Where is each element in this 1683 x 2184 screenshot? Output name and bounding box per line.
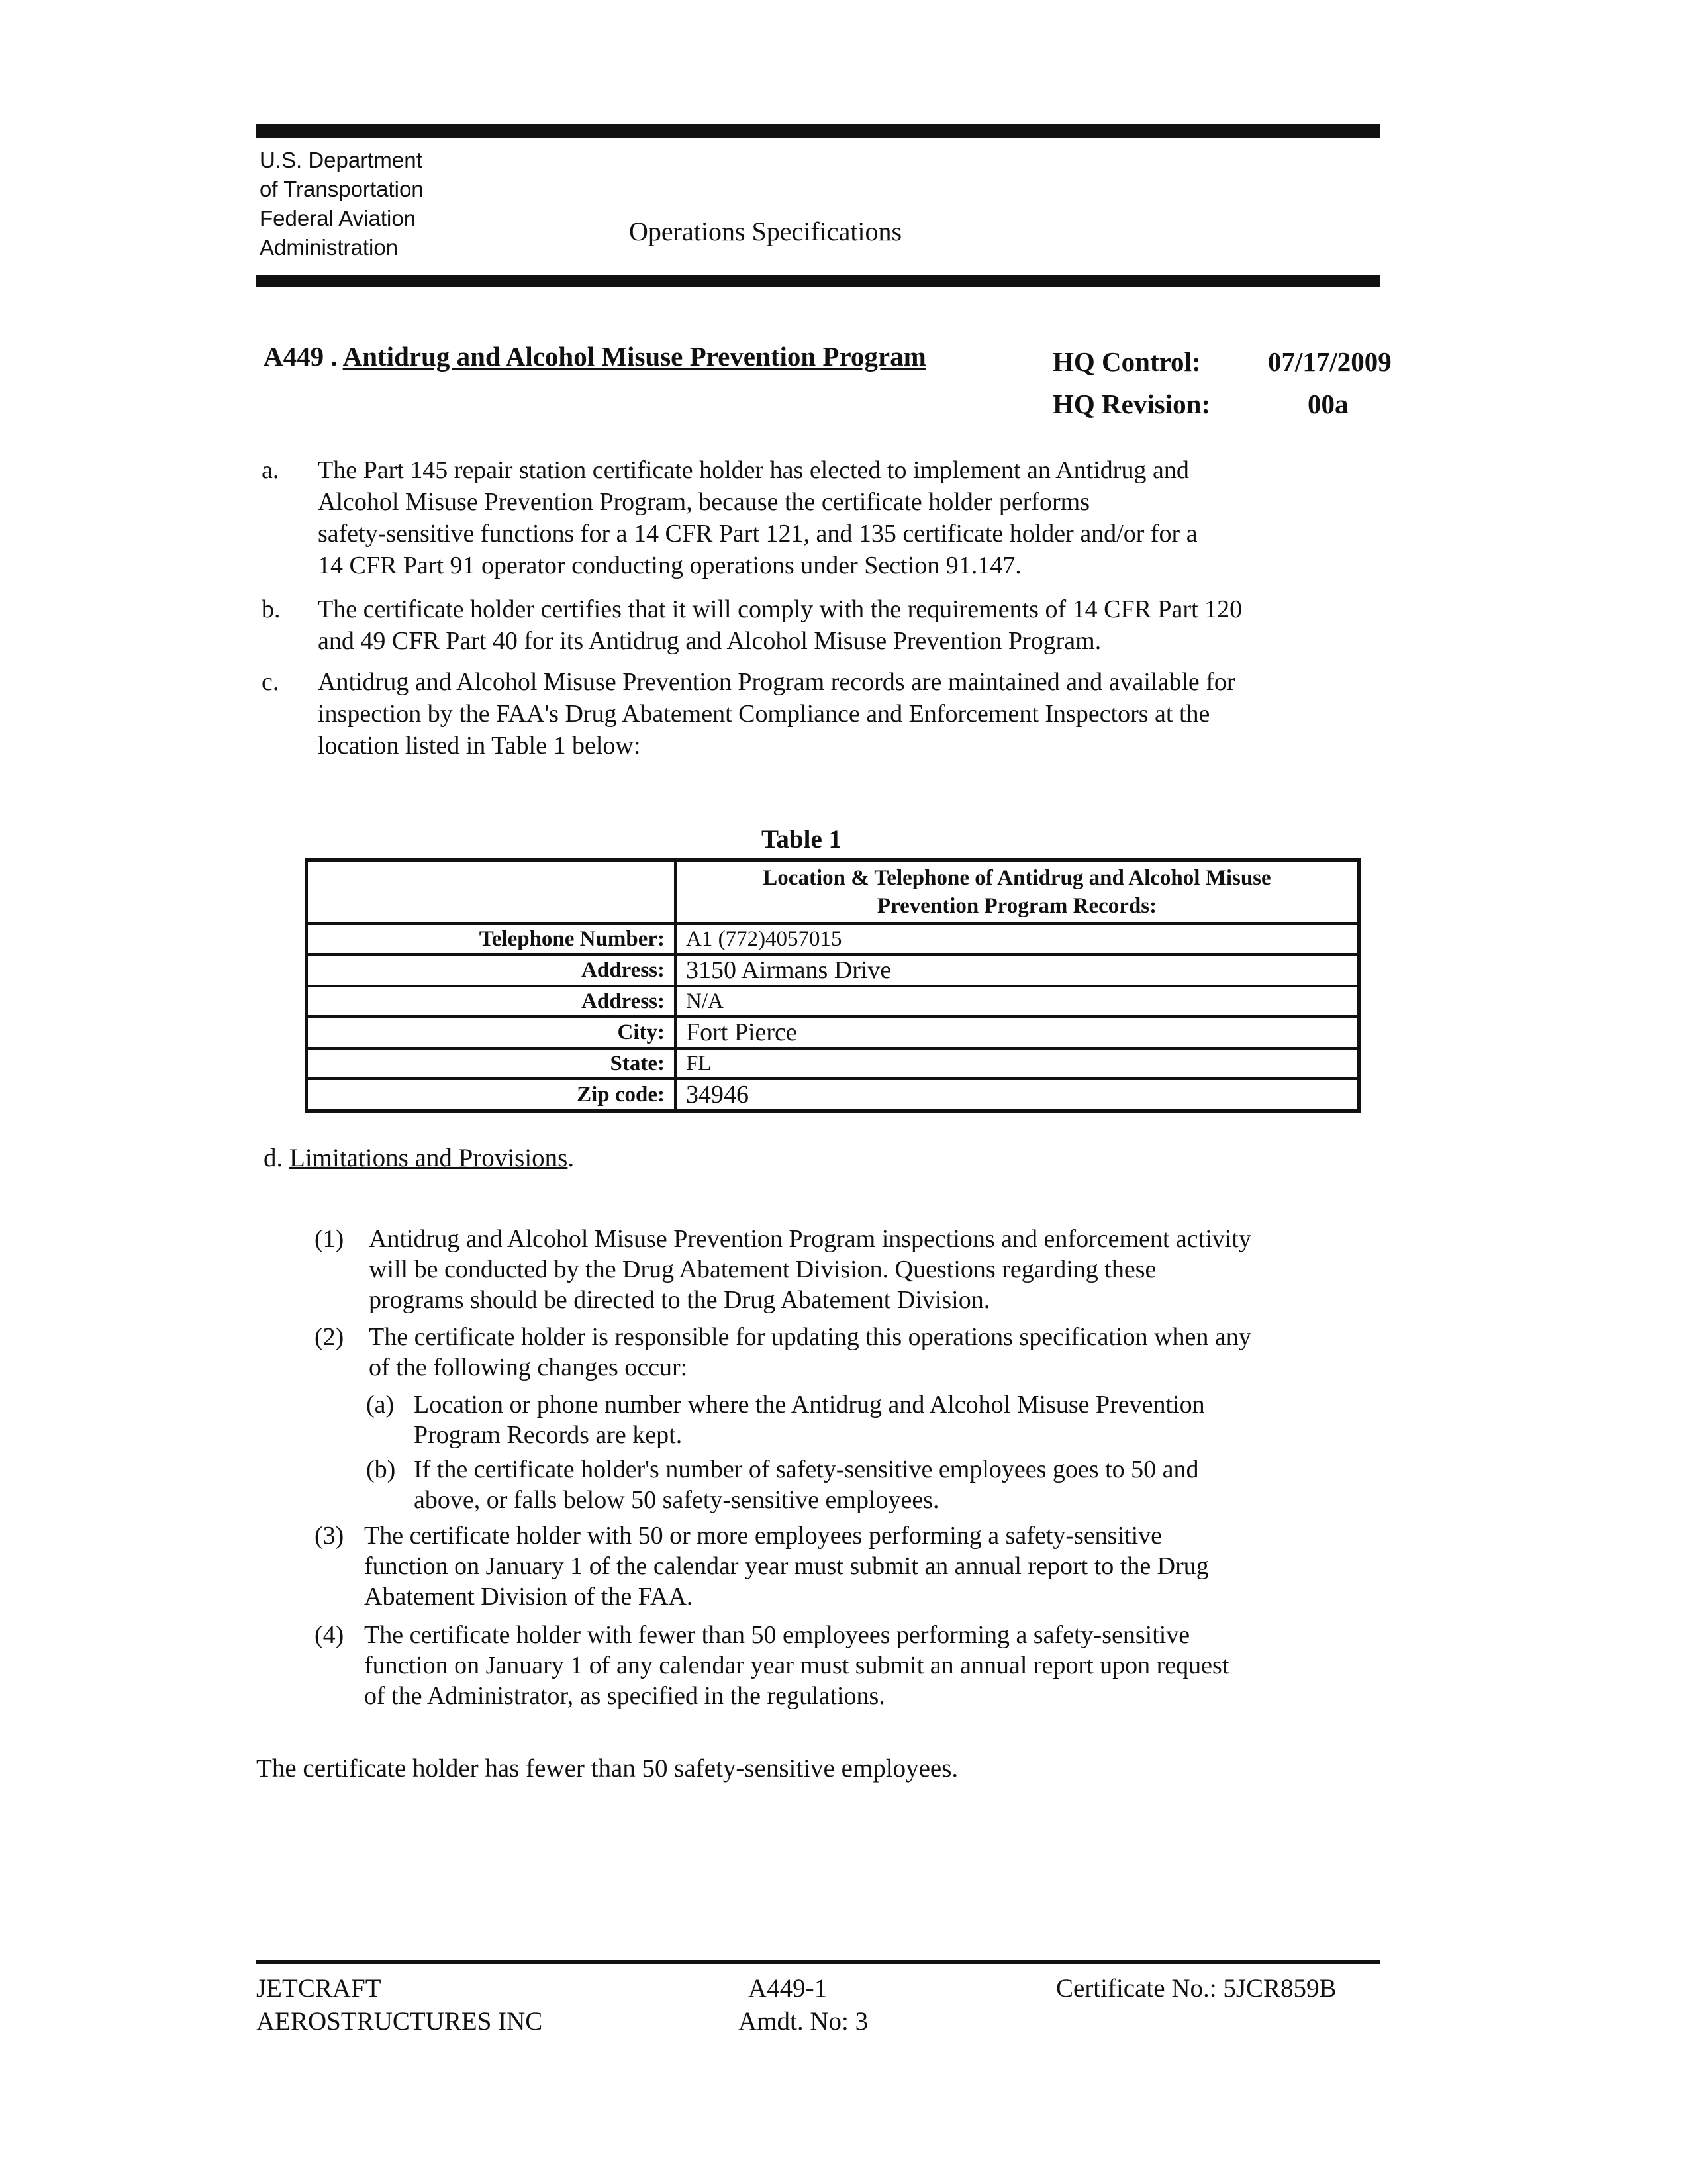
hq-revision-label: HQ Revision: xyxy=(1053,389,1211,419)
table-row xyxy=(307,924,1359,954)
hq-block xyxy=(1053,340,1392,425)
limitations-title: Limitations and Provisions xyxy=(289,1144,568,1172)
provision-item xyxy=(314,1620,1361,1712)
limitations-heading: d. Limitations and Provisions. xyxy=(264,1144,575,1172)
provision-text: The certificate holder with fewer than 50 employees performing a safety-sensitive function on January 1 of any calendar year must submit an annual report upon request of the Administrator, as specified in the regulations. xyxy=(364,1621,1229,1710)
hq-control-value: 07/17/2009 xyxy=(1268,346,1392,377)
table-value-cell: N/A xyxy=(675,986,1359,1017)
table-label-cell: Address: xyxy=(307,986,676,1017)
agency-line: of Transportation xyxy=(260,177,424,201)
paragraph-marker: b. xyxy=(262,595,281,623)
provision-text: If the certificate holder's number of safety-sensitive employees goes to 50 and above, or falls below 50 safety-sensitive employees. xyxy=(414,1456,1199,1514)
provision-subitem xyxy=(366,1389,1359,1452)
footer-company-line: JETCRAFT xyxy=(256,1974,381,2003)
provision-text: The certificate holder is responsible for updating this operations specification when any of the following changes occur: xyxy=(369,1323,1251,1381)
paragraph-text: The Part 145 repair station certificate holder has elected to implement an Antidrug and Alcohol Misuse Prevention Program, because the certificate holder performs safety-sensitive functions for a 14 CFR Part 121, and 135 certificate holder and/or for a 14 CFR Part 91 operator conducting operations under Section 91.147. xyxy=(318,456,1198,579)
agency-line: Administration xyxy=(260,235,399,260)
paragraph-b xyxy=(262,593,1354,660)
provision-text: Antidrug and Alcohol Misuse Prevention Program inspections and enforcement activity will be conducted by the Drug Abatement Division. Questions regarding these programs should be directed to the Drug Abatement Division. xyxy=(369,1225,1251,1314)
table-row xyxy=(307,1048,1359,1079)
agency-block xyxy=(260,146,424,262)
table-value-cell: 34946 xyxy=(675,1079,1359,1111)
table-row xyxy=(307,954,1359,986)
footer-company-line: AEROSTRUCTURES INC xyxy=(256,2007,543,2036)
section-code: A449 . xyxy=(264,341,338,372)
document-title: Operations Specifications xyxy=(629,217,902,246)
paragraph-text: The certificate holder certifies that it will comply with the requirements of 14 CFR Part 120 and 49 CFR Part 40 for its Antidrug and Alcohol Misuse Prevention Program. xyxy=(318,595,1243,655)
table-value-cell: 3150 Airmans Drive xyxy=(675,954,1359,986)
footer-page-info xyxy=(738,1972,868,2038)
paragraph-marker: c. xyxy=(262,668,279,696)
paragraph-marker: a. xyxy=(262,456,279,484)
agency-line: U.S. Department xyxy=(260,148,422,172)
provision-marker: (1) xyxy=(314,1225,344,1253)
table-label-cell: Zip code: xyxy=(307,1079,676,1111)
table-label-cell: Telephone Number: xyxy=(307,924,676,954)
hq-control-label: HQ Control: xyxy=(1053,346,1201,377)
provision-marker: (b) xyxy=(366,1456,396,1483)
table-value-cell: FL xyxy=(675,1048,1359,1079)
table-label-cell: State: xyxy=(307,1048,676,1079)
table-row xyxy=(307,1079,1359,1111)
table-header-cell: Location & Telephone of Antidrug and Alcohol Misuse Prevention Program Records: xyxy=(675,860,1359,924)
section-title: Antidrug and Alcohol Misuse Prevention Program xyxy=(342,341,926,372)
provision-marker: (a) xyxy=(366,1391,395,1418)
provision-text: Location or phone number where the Antidrug and Alcohol Misuse Prevention Program Records are kept. xyxy=(414,1391,1205,1449)
table-header-empty-cell xyxy=(307,860,676,924)
provision-marker: (3) xyxy=(314,1522,344,1550)
table-label-cell: Address: xyxy=(307,954,676,986)
records-location-table xyxy=(305,858,1361,1113)
footer-amendment: Amdt. No: 3 xyxy=(738,2007,869,2036)
paragraph-c xyxy=(262,666,1354,766)
table-label-cell: City: xyxy=(307,1017,676,1048)
header-bottom-rule xyxy=(256,275,1380,287)
footer-certificate: Certificate No.: 5JCR859B xyxy=(1056,1974,1337,2003)
footer-page-id: A449-1 xyxy=(748,1974,828,2003)
paragraph-text: Antidrug and Alcohol Misuse Prevention Program records are maintained and available for inspection by the FAA's Drug Abatement Compliance and Enforcement Inspectors at the location listed in Table 1 below: xyxy=(318,668,1235,760)
hq-revision-value: 00a xyxy=(1308,389,1349,419)
provision-subitem xyxy=(366,1454,1359,1517)
table-value-cell: A1 (772)4057015 xyxy=(675,924,1359,954)
agency-line: Federal Aviation xyxy=(260,206,416,230)
limitations-marker: d. xyxy=(264,1144,283,1172)
provision-marker: (2) xyxy=(314,1323,344,1351)
footer-company xyxy=(256,1972,542,2038)
table-value-cell: Fort Pierce xyxy=(675,1017,1359,1048)
provision-item xyxy=(314,1322,1361,1385)
provision-item xyxy=(314,1520,1361,1613)
footer-rule xyxy=(256,1960,1380,1964)
header-top-rule xyxy=(256,124,1380,138)
table-header-row xyxy=(307,860,1359,924)
provision-marker: (4) xyxy=(314,1621,344,1649)
closing-statement: The certificate holder has fewer than 50 safety-sensitive employees. xyxy=(256,1754,959,1783)
provision-item xyxy=(314,1224,1361,1316)
provision-text: The certificate holder with 50 or more employees performing a safety-sensitive function on January 1 of the calendar year must submit an annual report to the Drug Abatement Division of the FAA. xyxy=(364,1522,1209,1611)
table-row xyxy=(307,1017,1359,1048)
paragraph-a xyxy=(262,454,1354,587)
table-row xyxy=(307,986,1359,1017)
section-heading xyxy=(264,340,926,372)
table-caption: Table 1 xyxy=(761,825,842,854)
